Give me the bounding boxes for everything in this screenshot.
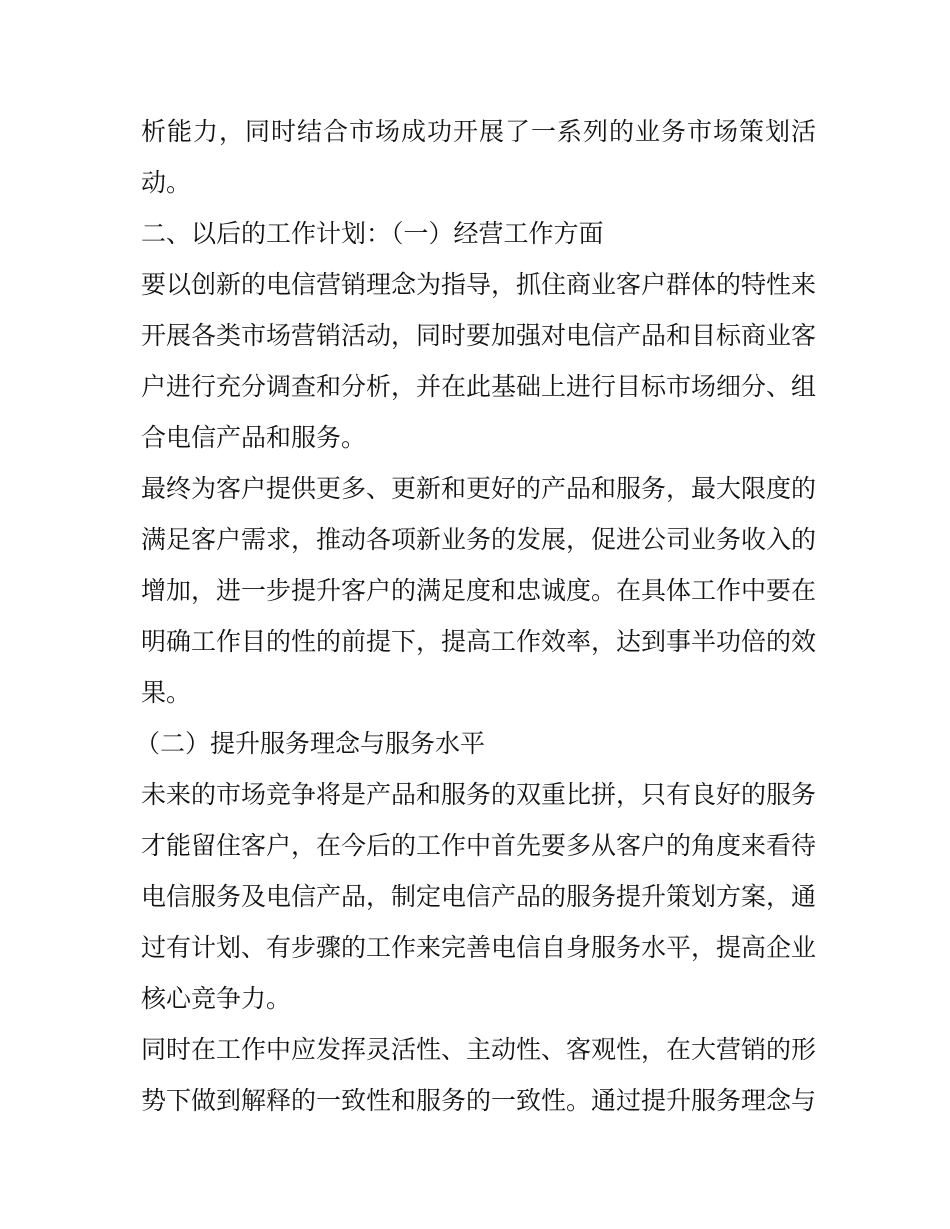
text-line: 析能力，同时结合市场成功开展了一系列的业务市场策划活 (141, 117, 816, 146)
text-line: 未来的市场竞争将是产品和服务的双重比拼，只有良好的服务 (141, 780, 817, 809)
text-line: 满足客户需求，推动各项新业务的发展，促进公司业务收入的 (141, 525, 817, 554)
text-line: 开展各类市场营销活动，同时要加强对电信产品和目标商业客 (141, 321, 817, 350)
text-line: 户进行充分调查和分析，并在此基础上进行目标市场细分、组 (141, 372, 817, 401)
text-line: 才能留住客户，在今后的工作中首先要多从客户的角度来看待 (141, 831, 817, 860)
text-line: 核心竞争力。 (141, 984, 292, 1013)
text-line: 合电信产品和服务。 (141, 423, 367, 452)
text-line: 动。 (141, 168, 192, 197)
text-line: 势下做到解释的一致性和服务的一致性。通过提升服务理念与 (141, 1086, 817, 1115)
text-line: 果。 (141, 678, 192, 707)
subsection-heading: （二）提升服务理念与服务水平 (135, 729, 486, 758)
text-line: 电信服务及电信产品，制定电信产品的服务提升策划方案，通 (141, 882, 817, 911)
document-body (135, 106, 817, 1126)
text-line: 增加，进一步提升客户的满足度和忠诚度。在具体工作中要在 (141, 576, 817, 605)
text-line: 同时在工作中应发挥灵活性、主动性、客观性，在大营销的形 (141, 1035, 817, 1064)
section-heading: 二、以后的工作计划：（一）经营工作方面 (141, 219, 604, 248)
text-line: 明确工作目的性的前提下，提高工作效率，达到事半功倍的效 (141, 627, 817, 656)
text-line: 过有计划、有步骤的工作来完善电信自身服务水平，提高企业 (141, 933, 817, 962)
text-line: 要以创新的电信营销理念为指导，抓住商业客户群体的特性来 (141, 270, 817, 299)
text-line: 最终为客户提供更多、更新和更好的产品和服务，最大限度的 (141, 474, 817, 503)
